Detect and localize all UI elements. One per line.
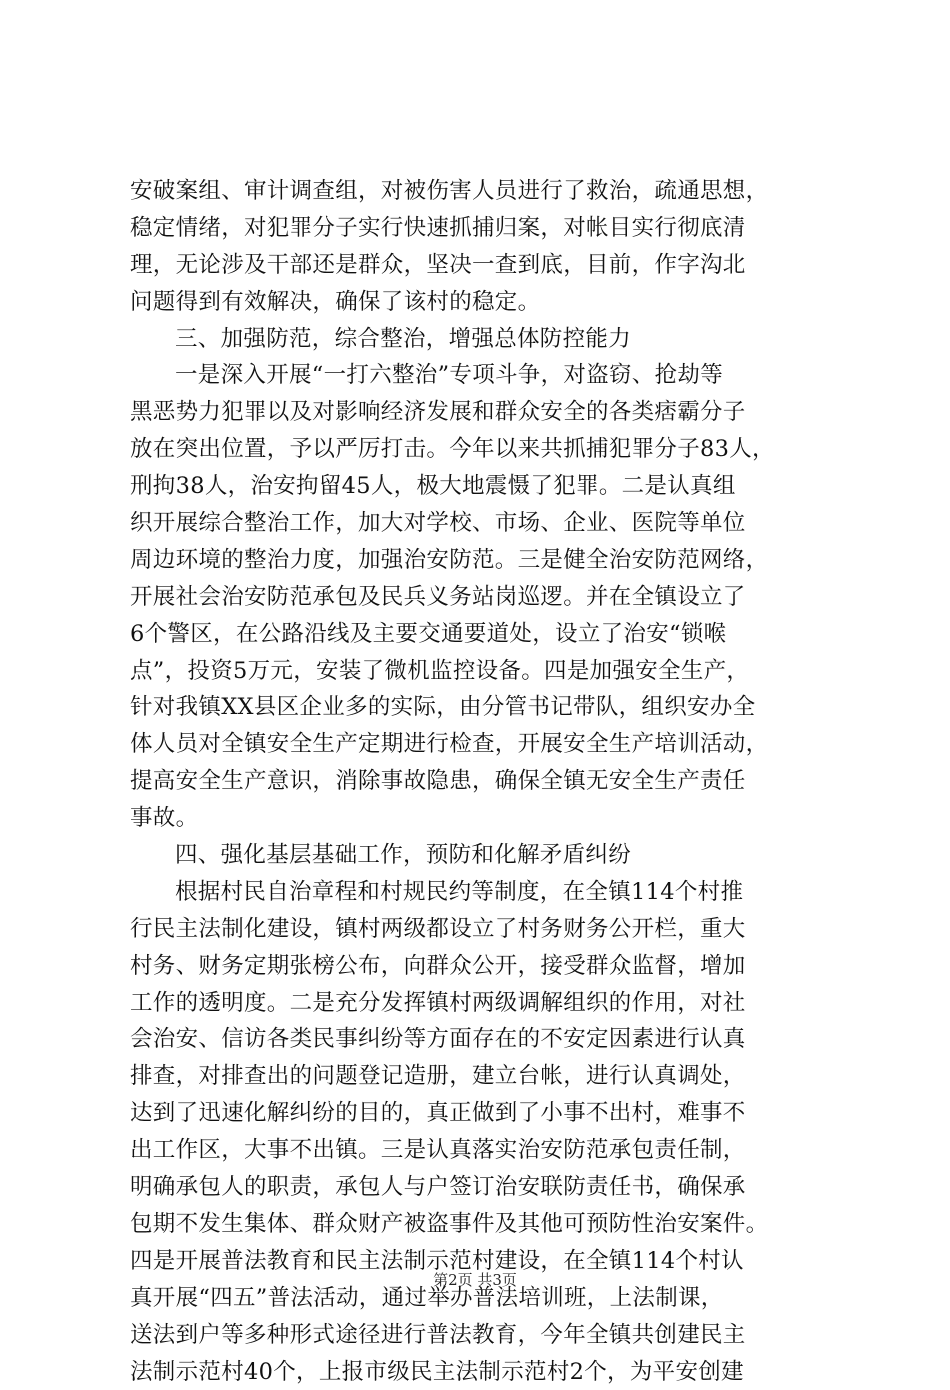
section-heading: 四、强化基层基础工作，预防和化解矛盾纠纷	[130, 837, 830, 874]
text-line: 稳定情绪，对犯罪分子实行快速抓捕归案，对帐目实行彻底清	[130, 210, 830, 247]
text-line: 周边环境的整治力度，加强治安防范。三是健全治安防范网络，	[130, 542, 830, 579]
text-line: 行民主法制化建设，镇村两级都设立了村务财务公开栏，重大	[130, 911, 830, 948]
text-line: 针对我镇XX县区企业多的实际，由分管书记带队，组织安办全	[130, 689, 830, 726]
text-line: 会治安、信访各类民事纠纷等方面存在的不安定因素进行认真	[130, 1021, 830, 1058]
section-heading: 三、加强防范，综合整治，增强总体防控能力	[130, 321, 830, 358]
text-line: 体人员对全镇安全生产定期进行检查，开展安全生产培训活动，	[130, 726, 830, 763]
text-line: 达到了迅速化解纠纷的目的，真正做到了小事不出村，难事不	[130, 1095, 830, 1132]
text-line: 村务、财务定期张榜公布，向群众公开，接受群众监督，增加	[130, 948, 830, 985]
text-line: 排查，对排查出的问题登记造册，建立台帐，进行认真调处，	[130, 1058, 830, 1095]
text-line: 真开展“四五”普法活动，通过举办普法培训班，上法制课，	[130, 1280, 830, 1317]
text-line: 四是开展普法教育和民主法制示范村建设，在全镇114个村认	[130, 1243, 830, 1280]
text-line: 事故。	[130, 800, 830, 837]
text-line: 织开展综合整治工作，加大对学校、市场、企业、医院等单位	[130, 505, 830, 542]
text-line: 包期不发生集体、群众财产被盗事件及其他可预防性治安案件。	[130, 1206, 830, 1243]
document-body	[130, 173, 830, 1390]
text-line: 6个警区，在公路沿线及主要交通要道处，设立了治安“锁喉	[130, 616, 830, 653]
text-line: 出工作区，大事不出镇。三是认真落实治安防范承包责任制，	[130, 1132, 830, 1169]
text-line: 根据村民自治章程和村规民约等制度，在全镇114个村推	[130, 874, 830, 911]
text-line: 工作的透明度。二是充分发挥镇村两级调解组织的作用，对社	[130, 985, 830, 1022]
text-line: 刑拘38人，治安拘留45人，极大地震慑了犯罪。二是认真组	[130, 468, 830, 505]
text-line: 明确承包人的职责，承包人与户签订治安联防责任书，确保承	[130, 1169, 830, 1206]
page-number-footer: 第2页 共3页	[0, 1270, 950, 1290]
text-line: 黑恶势力犯罪以及对影响经济发展和群众安全的各类痞霸分子	[130, 394, 830, 431]
text-line: 提高安全生产意识，消除事故隐患，确保全镇无安全生产责任	[130, 763, 830, 800]
text-line: 开展社会治安防范承包及民兵义务站岗巡逻。并在全镇设立了	[130, 579, 830, 616]
text-line: 点”，投资5万元，安装了微机监控设备。四是加强安全生产，	[130, 653, 830, 690]
text-line: 问题得到有效解决，确保了该村的稳定。	[130, 284, 830, 321]
text-line: 一是深入开展“一打六整治”专项斗争，对盗窃、抢劫等	[130, 357, 830, 394]
text-line: 法制示范村40个，上报市级民主法制示范村2个，为平安创建	[130, 1354, 830, 1390]
text-line: 放在突出位置，予以严厉打击。今年以来共抓捕犯罪分子83人，	[130, 431, 830, 468]
text-line: 送法到户等多种形式途径进行普法教育，今年全镇共创建民主	[130, 1317, 830, 1354]
text-line: 安破案组、审计调查组，对被伤害人员进行了救治，疏通思想，	[130, 173, 830, 210]
text-line: 理，无论涉及干部还是群众，坚决一查到底，目前，作字沟北	[130, 247, 830, 284]
